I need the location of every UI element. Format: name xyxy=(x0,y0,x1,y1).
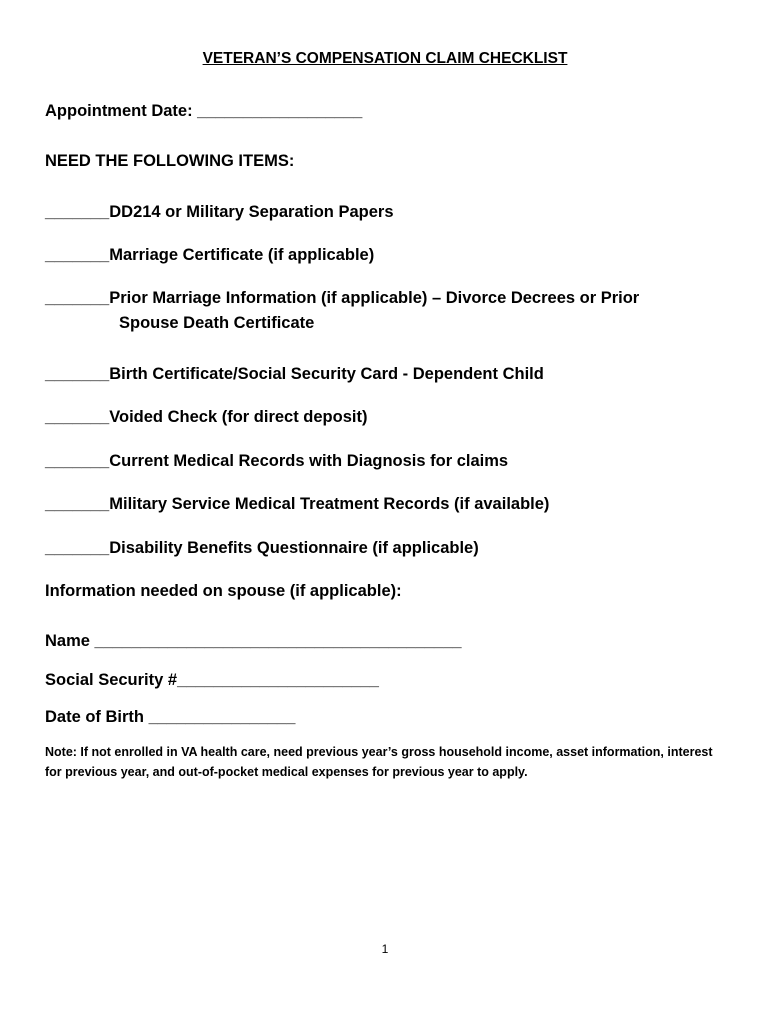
spouse-ssn-field: Social Security #______________________ xyxy=(45,671,379,689)
checklist-item-service-treatment-records: _______Military Service Medical Treatment Records (if available) xyxy=(45,495,550,513)
items-heading: NEED THE FOLLOWING ITEMS: xyxy=(45,152,295,170)
spouse-info-heading: Information needed on spouse (if applicable): xyxy=(45,582,402,600)
checklist-item-prior-marriage: _______Prior Marriage Information (if applicable) – Divorce Decrees or Prior xyxy=(45,289,640,307)
note-text: Note: If not enrolled in VA health care, need previous year’s gross household income, asset information, interest for previous year, and out-of-pocket medical expenses for previous year to apply. xyxy=(45,745,713,779)
checklist-item-prior-marriage-continued: Spouse Death Certificate xyxy=(119,314,315,332)
checklist-item-voided-check: _______Voided Check (for direct deposit) xyxy=(45,408,368,426)
page-title: VETERAN’S COMPENSATION CLAIM CHECKLIST xyxy=(202,50,568,67)
spouse-name-field: Name ________________________________________ xyxy=(45,632,462,650)
checklist-item-medical-records: _______Current Medical Records with Diagnosis for claims xyxy=(45,452,509,470)
checklist-item-dd214: _______DD214 or Military Separation Papers xyxy=(45,203,394,221)
appointment-date-line: Appointment Date: __________________ xyxy=(45,102,363,120)
checklist-item-birth-certificate: _______Birth Certificate/Social Security Card - Dependent Child xyxy=(45,365,544,383)
checklist-item-marriage-certificate: _______Marriage Certificate (if applicable) xyxy=(45,246,375,264)
page-number: 1 xyxy=(381,942,389,956)
checklist-item-disability-questionnaire: _______Disability Benefits Questionnaire (if applicable) xyxy=(45,539,479,557)
spouse-dob-field: Date of Birth ________________ xyxy=(45,708,296,726)
